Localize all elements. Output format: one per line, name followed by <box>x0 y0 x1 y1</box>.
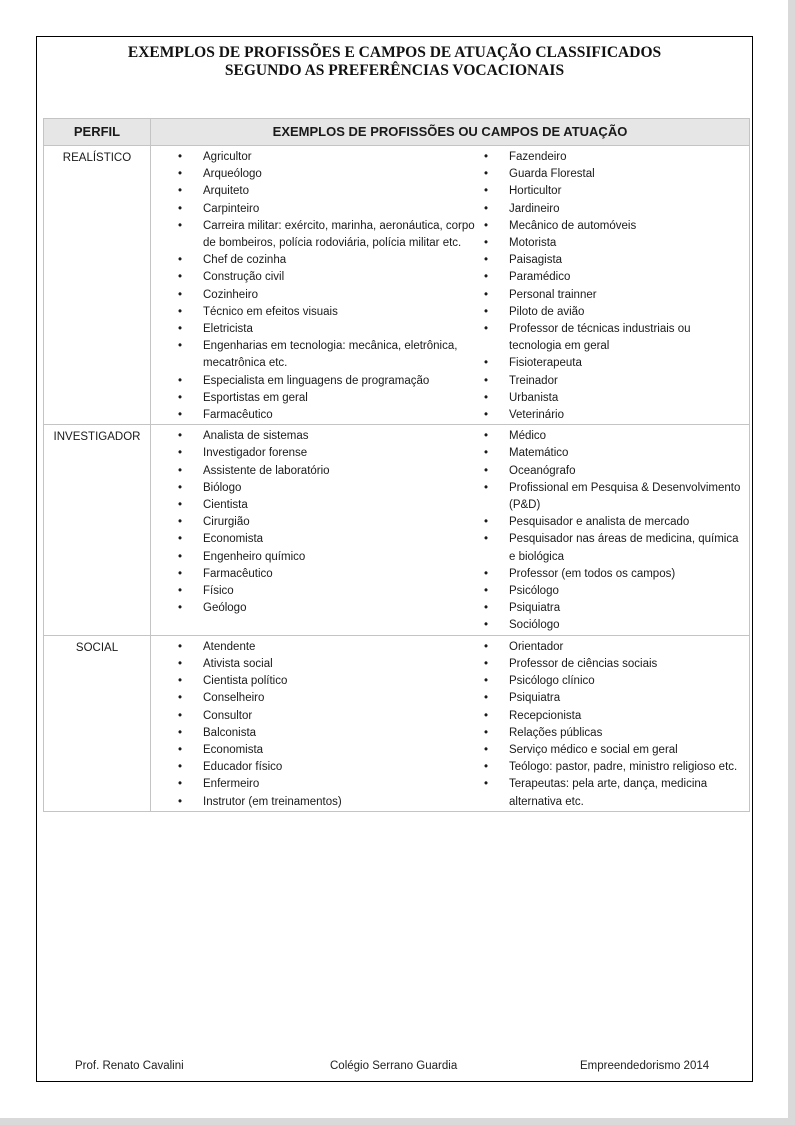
bullet-icon: • <box>484 567 489 580</box>
bullet-icon: • <box>178 430 183 443</box>
bullet-icon: • <box>178 602 183 615</box>
list-item <box>151 287 479 304</box>
examples-column-right <box>479 428 749 634</box>
list-item <box>151 566 479 583</box>
list-item-text: Psicólogo clínico <box>509 675 595 688</box>
bullet-icon: • <box>484 271 489 284</box>
bullet-icon: • <box>484 619 489 632</box>
list-item <box>479 218 749 235</box>
bullet-icon: • <box>178 481 183 494</box>
list-item <box>151 407 479 424</box>
list-item <box>479 708 749 725</box>
list-item <box>151 514 479 531</box>
list-item <box>151 373 479 390</box>
bullet-icon: • <box>178 692 183 705</box>
list-item-text: Fisioterapeuta <box>509 357 582 370</box>
list-item <box>479 321 749 355</box>
list-item <box>479 617 749 634</box>
examples-column-left <box>151 639 479 811</box>
bullet-icon: • <box>178 254 183 267</box>
list-item-text: Paisagista <box>509 254 563 267</box>
list-item-text: Carreira militar: exército, marinha, aeronáutica, corpo de bombeiros, polícia rodoviária, polícia militar etc. <box>203 219 475 250</box>
examples-cell <box>151 425 750 635</box>
bullet-icon: • <box>484 743 489 756</box>
list-item <box>479 252 749 269</box>
professions-table <box>43 118 750 812</box>
bullet-icon: • <box>484 516 489 529</box>
list-item-text: Analista de sistemas <box>203 430 309 443</box>
list-item-text: Professor de ciências sociais <box>509 657 658 670</box>
bullet-icon: • <box>484 675 489 688</box>
list-item <box>479 742 749 759</box>
list-item <box>479 463 749 480</box>
bullet-icon: • <box>178 271 183 284</box>
list-item <box>151 639 479 656</box>
list-item-text: Fazendeiro <box>509 151 567 163</box>
examples-column-left <box>151 428 479 634</box>
list-item <box>151 321 479 338</box>
list-item <box>479 373 749 390</box>
list-item <box>151 338 479 372</box>
list-item-text: Paramédico <box>509 271 571 284</box>
list-item-text: Psicólogo <box>509 585 559 598</box>
list-item <box>479 583 749 600</box>
bullet-icon: • <box>484 409 489 422</box>
bullet-icon: • <box>178 202 183 215</box>
list-item <box>151 600 479 617</box>
bullet-icon: • <box>484 219 489 232</box>
bullet-icon: • <box>178 761 183 774</box>
list-item-text: Assistente de laboratório <box>203 464 330 477</box>
document-page <box>36 36 753 1082</box>
list-item-text: Carpinteiro <box>203 202 260 215</box>
bullet-icon: • <box>484 778 489 791</box>
list-item-text: Profissional em Pesquisa & Desenvolvimento (P&D) <box>509 481 741 512</box>
list-item-text: Construção civil <box>203 271 285 284</box>
profile-cell: REALÍSTICO <box>44 146 151 425</box>
list-item-text: Engenharias em tecnologia: mecânica, eletrônica, mecatrônica etc. <box>203 340 458 370</box>
list-item <box>151 183 479 200</box>
list-item <box>151 463 479 480</box>
bullet-icon: • <box>484 447 489 460</box>
list-item <box>151 480 479 497</box>
list-item-text: Horticultor <box>509 185 562 198</box>
bullet-icon: • <box>178 409 183 422</box>
bullet-icon: • <box>178 657 183 670</box>
list-item-text: Cirurgião <box>203 516 250 529</box>
list-item-text: Pesquisador nas áreas de medicina, química e biológica <box>509 533 739 563</box>
bullet-icon: • <box>178 533 183 546</box>
list-item-text: Urbanista <box>509 391 559 404</box>
list-item <box>479 690 749 707</box>
list-item <box>151 742 479 759</box>
list-item-text: Investigador forense <box>203 447 308 460</box>
bullet-icon: • <box>178 323 183 336</box>
bullet-icon: • <box>484 709 489 722</box>
profile-cell: INVESTIGADOR <box>44 425 151 635</box>
bullet-icon: • <box>484 761 489 774</box>
list-item-text: Psiquiatra <box>509 692 561 705</box>
list-item-text: Consultor <box>203 709 253 722</box>
page-shadow <box>0 1118 795 1125</box>
list-item-text: Farmacêutico <box>203 567 273 580</box>
list-item-text: Cientista político <box>203 675 288 688</box>
bullet-icon: • <box>178 743 183 756</box>
list-item <box>151 656 479 673</box>
list-item <box>479 445 749 462</box>
page-shadow <box>788 0 795 1125</box>
bullet-icon: • <box>178 499 183 512</box>
bullet-icon: • <box>178 464 183 477</box>
list-item-text: Técnico em efeitos visuais <box>203 305 338 318</box>
bullet-icon: • <box>178 550 183 563</box>
bullet-icon: • <box>484 357 489 370</box>
title-line-1: EXEMPLOS DE PROFISSÕES E CAMPOS DE ATUAÇÃO CLASSIFICADOS <box>127 44 662 61</box>
list-item-text: Orientador <box>509 640 564 653</box>
list-item <box>479 759 749 776</box>
footer-course: Empreendedorismo 2014 <box>580 1060 710 1072</box>
list-item <box>479 355 749 372</box>
list-item <box>151 549 479 566</box>
list-item-text: Psiquiatra <box>509 602 561 615</box>
list-item-text: Oceanógrafo <box>509 464 576 477</box>
list-item <box>151 725 479 742</box>
list-item <box>479 390 749 407</box>
list-item <box>151 690 479 707</box>
list-item-text: Professor (em todos os campos) <box>509 567 676 580</box>
bullet-icon: • <box>178 516 183 529</box>
list-item-text: Farmacêutico <box>203 409 273 422</box>
examples-cell <box>151 635 750 811</box>
table-header-row <box>44 119 750 146</box>
list-item-text: Físico <box>203 585 234 598</box>
bullet-icon: • <box>484 374 489 387</box>
list-item <box>151 201 479 218</box>
list-item-text: Médico <box>509 430 547 443</box>
list-item <box>479 149 749 166</box>
list-item-text: Guarda Florestal <box>509 168 595 181</box>
list-item <box>151 759 479 776</box>
list-item <box>479 673 749 690</box>
list-item <box>151 673 479 690</box>
list-item <box>151 149 479 166</box>
list-item-text: Geólogo <box>203 602 247 615</box>
bullet-icon: • <box>484 151 489 163</box>
bullet-icon: • <box>178 391 183 404</box>
list-item <box>151 445 479 462</box>
list-item-text: Cozinheiro <box>203 288 258 301</box>
bullet-icon: • <box>178 795 183 808</box>
bullet-icon: • <box>178 185 183 198</box>
list-item-text: Pesquisador e analista de mercado <box>509 516 690 529</box>
list-item-text: Jardineiro <box>509 202 560 215</box>
bullet-icon: • <box>178 219 183 232</box>
bullet-icon: • <box>178 447 183 460</box>
list-item-text: Relações públicas <box>509 726 603 739</box>
list-item-text: Economista <box>203 743 264 756</box>
examples-column-right <box>479 639 749 811</box>
list-item-text: Economista <box>203 533 264 546</box>
bullet-icon: • <box>178 288 183 301</box>
list-item-text: Piloto de avião <box>509 305 585 318</box>
list-item-text: Terapeutas: pela arte, dança, medicina alternativa etc. <box>509 778 708 808</box>
bullet-icon: • <box>178 675 183 688</box>
list-item <box>479 639 749 656</box>
list-item <box>479 269 749 286</box>
list-item <box>479 304 749 321</box>
list-item-text: Especialista em linguagens de programação <box>203 374 430 387</box>
table-body <box>44 146 750 812</box>
list-item <box>479 235 749 252</box>
list-item-text: Serviço médico e social em geral <box>509 743 678 756</box>
bullet-icon: • <box>484 585 489 598</box>
bullet-icon: • <box>178 340 183 353</box>
bullet-icon: • <box>484 305 489 318</box>
bullet-icon: • <box>484 202 489 215</box>
list-item <box>151 218 479 252</box>
bullet-icon: • <box>178 709 183 722</box>
bullet-icon: • <box>484 533 489 546</box>
footer-author: Prof. Renato Cavalini <box>75 1060 184 1072</box>
list-item-text: Enfermeiro <box>203 778 260 791</box>
bullet-icon: • <box>484 464 489 477</box>
list-item <box>151 531 479 548</box>
bullet-icon: • <box>484 726 489 739</box>
list-item-text: Esportistas em geral <box>203 391 308 404</box>
bullet-icon: • <box>484 391 489 404</box>
list-item <box>151 794 479 811</box>
title-line-2: SEGUNDO AS PREFERÊNCIAS VOCACIONAIS <box>224 62 565 79</box>
list-item <box>151 269 479 286</box>
list-item-text: Recepcionista <box>509 709 582 722</box>
list-item <box>479 514 749 531</box>
list-item-text: Teólogo: pastor, padre, ministro religioso etc. <box>509 761 738 774</box>
bullet-icon: • <box>484 323 489 336</box>
list-item <box>151 390 479 407</box>
examples-cell <box>151 146 750 425</box>
list-item-text: Agricultor <box>203 151 252 163</box>
list-item <box>151 304 479 321</box>
list-item <box>151 776 479 793</box>
table-row <box>44 635 750 811</box>
list-item <box>479 183 749 200</box>
bullet-icon: • <box>178 374 183 387</box>
list-item-text: Chef de cozinha <box>203 254 287 267</box>
list-item <box>479 531 749 565</box>
list-item <box>479 287 749 304</box>
list-item <box>479 600 749 617</box>
table-row <box>44 146 750 425</box>
list-item-text: Professor de técnicas industriais ou tecnologia em geral <box>509 323 691 353</box>
list-item-text: Personal trainner <box>509 288 597 301</box>
list-item-text: Motorista <box>509 237 557 250</box>
bullet-icon: • <box>484 602 489 615</box>
list-item-text: Conselheiro <box>203 692 265 705</box>
bullet-icon: • <box>484 481 489 494</box>
bullet-icon: • <box>484 288 489 301</box>
list-item-text: Eletricista <box>203 323 253 336</box>
bullet-icon: • <box>484 692 489 705</box>
bullet-icon: • <box>484 168 489 181</box>
list-item <box>479 201 749 218</box>
bullet-icon: • <box>484 185 489 198</box>
header-examples: EXEMPLOS DE PROFISSÕES OU CAMPOS DE ATUAÇÃO <box>151 119 750 146</box>
footer-school: Colégio Serrano Guardia <box>330 1060 458 1072</box>
header-profile: PERFIL <box>44 119 151 146</box>
list-item-text: Cientista <box>203 499 248 512</box>
list-item-text: Instrutor (em treinamentos) <box>203 795 342 808</box>
examples-column-left <box>151 149 479 424</box>
list-item-text: Engenheiro químico <box>203 550 306 563</box>
bullet-icon: • <box>178 151 183 163</box>
bullet-icon: • <box>178 640 183 653</box>
list-item-text: Arqueólogo <box>203 168 262 181</box>
list-item-text: Arquiteto <box>203 185 250 198</box>
list-item <box>479 480 749 514</box>
list-item <box>479 566 749 583</box>
table-row <box>44 425 750 635</box>
bullet-icon: • <box>178 305 183 318</box>
list-item-text: Matemático <box>509 447 569 460</box>
list-item-text: Treinador <box>509 374 558 387</box>
list-item-text: Atendente <box>203 640 256 653</box>
bullet-icon: • <box>178 778 183 791</box>
list-item-text: Veterinário <box>509 409 564 422</box>
list-item <box>151 428 479 445</box>
bullet-icon: • <box>178 726 183 739</box>
list-item <box>151 708 479 725</box>
list-item <box>151 583 479 600</box>
list-item <box>151 252 479 269</box>
document-title <box>37 44 752 80</box>
bullet-icon: • <box>484 237 489 250</box>
list-item <box>479 725 749 742</box>
list-item <box>151 497 479 514</box>
list-item-text: Balconista <box>203 726 257 739</box>
bullet-icon: • <box>178 168 183 181</box>
bullet-icon: • <box>178 567 183 580</box>
list-item <box>479 776 749 810</box>
bullet-icon: • <box>178 585 183 598</box>
list-item-text: Mecânico de automóveis <box>509 219 637 232</box>
bullet-icon: • <box>484 430 489 443</box>
bullet-icon: • <box>484 640 489 653</box>
profile-cell: SOCIAL <box>44 635 151 811</box>
bullet-icon: • <box>484 254 489 267</box>
bullet-icon: • <box>484 657 489 670</box>
list-item <box>479 656 749 673</box>
list-item-text: Sociólogo <box>509 619 560 632</box>
list-item-text: Educador físico <box>203 761 283 774</box>
list-item <box>479 428 749 445</box>
examples-column-right <box>479 149 749 424</box>
list-item-text: Biólogo <box>203 481 242 494</box>
list-item <box>479 166 749 183</box>
list-item-text: Ativista social <box>203 657 273 670</box>
list-item <box>479 407 749 424</box>
list-item <box>151 166 479 183</box>
